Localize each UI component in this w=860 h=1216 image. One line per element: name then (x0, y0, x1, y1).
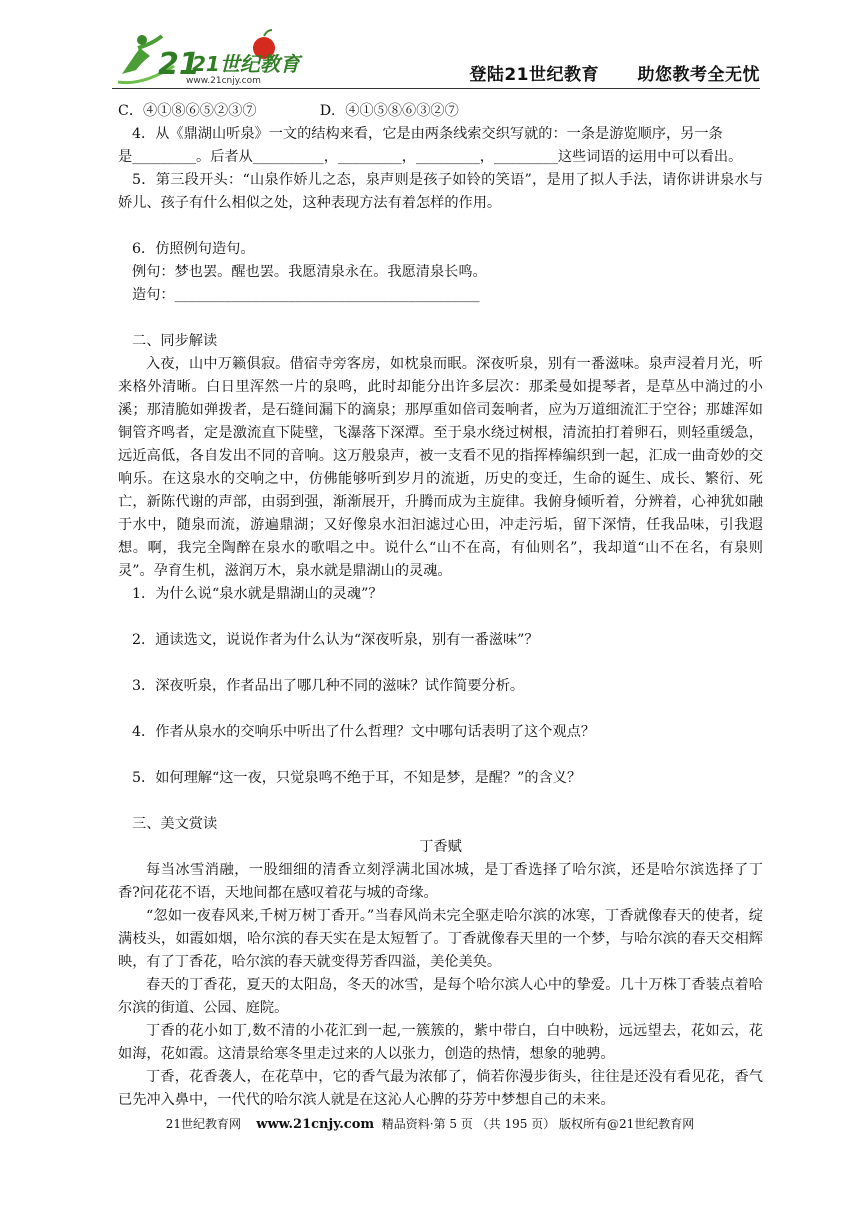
essay-paragraph-4: 丁香的花小如丁,数不清的小花汇到一起,一簇簇的，紫中带白，白中映粉，远远望去，花如云，花如海，花如霞。这清景给寒冬里走过来的人以张力，创造的热情，想象的驰骋。 (118, 1023, 763, 1062)
spacer (118, 307, 763, 330)
footer-page-info: 精品资料·第 5 页 （共 195 页） 版权所有@21世纪教育网 (381, 1117, 695, 1131)
section-2-question-2: 2．通读选文，说说作者为什么认为“深夜听泉，别有一番滋味”？ (132, 632, 539, 648)
option-d: D．④①⑤⑧⑥③②⑦ (319, 103, 459, 119)
section-2-question-1: 1．为什么说“泉水就是鼎湖山的灵魂”？ (132, 586, 383, 602)
section-2-question-5: 5．如何理解“这一夜，只觉泉鸣不绝于耳，不知是梦，是醒？”的含义？ (132, 770, 582, 786)
question-4-line2: 是_________。后者从__________，_________，_________，_________这些词语的运用中可以看出。 (118, 149, 743, 165)
logo-text: 21世纪教育 (192, 52, 300, 76)
question-6-answer-line: 造句：___________________________________________ (132, 287, 480, 303)
essay-paragraph-5: 丁香，花香袭人，在花草中，它的香气最为浓郁了，倘若你漫步街头，往往是还没有看见花，香气已先冲入鼻中，一代代的哈尔滨人就是在这沁人心脾的芬芳中梦想自己的未来。 (118, 1069, 763, 1108)
question-4-line1: 4．从《鼎湖山听泉》一文的结构来看，它是由两条线索交织写就的：一条是游览顺序，另一条 (132, 126, 723, 142)
essay-title: 丁香赋 (419, 839, 462, 855)
section-2-question-3: 3．深夜听泉，作者品出了哪几种不同的滋味？试作简要分析。 (132, 678, 525, 694)
essay-paragraph-2: “忽如一夜春风来,千树万树丁香开。”当春风尚未完全驱走哈尔滨的冰寒，丁香就像春天的使者，绽满枝头，如霞如烟，哈尔滨的春天实在是太短暂了。丁香就像春天里的一个梦，与哈尔滨的春天交相辉映，有了丁香花，哈尔滨的春天就变得芳香四溢，美伦美奂。 (118, 908, 763, 970)
option-c: C．④①⑧⑥⑤②③⑦ (118, 103, 257, 119)
section-2-question-4: 4．作者从泉水的交响乐中听出了什么哲理？文中哪句话表明了这个观点？ (132, 724, 596, 740)
header-slogan: 登陆21世纪教育 助您教考全无忧 (469, 65, 760, 85)
header-divider (112, 88, 760, 89)
section-2-heading: 二、同步解读 (132, 333, 218, 349)
section-2-passage: 入夜，山中万籁俱寂。借宿寺旁客房，如枕泉而眠。深夜听泉，别有一番滋味。泉声浸着月光，听来格外清晰。白日里浑然一片的泉鸣，此时却能分出许多层次：那柔曼如提琴者，是草丛中淌过的小溪；那清脆如弹拨者，是石缝间漏下的滴泉；那厚重如倍司轰响者，应为万道细流汇于空谷；那雄浑如铜管齐鸣者，定是激流直下陡壁，飞瀑落下深潭。至于泉水绕过树根，清流拍打着卵石，则轻重缓急，远近高低，各自发出不同的音响。这万般泉声，被一支看不见的指挥棒编织到一起，汇成一曲奇妙的交响乐。在这泉水的交响之中，仿佛能够听到岁月的流逝，历史的变迁，生命的诞生、成长、繁衍、死亡，新陈代谢的声部，由弱到强，渐渐展开，升腾而成为主旋律。我俯身倾听着，分辨着，心神犹如融于水中，随泉而流，游遍鼎湖；又好像泉水汩汩滤过心田，冲走污垢，留下深情，任我品味，引我遐想。啊，我完全陶醉在泉水的歌唱之中。说什么“山不在高，有仙则名”，我却道“山不在名，有泉则灵”。孕育生机，滋润万木，泉水就是鼎湖山的灵魂。 (118, 356, 763, 579)
footer-site-name: 21世纪教育网 (165, 1117, 241, 1131)
question-6-example: 例句：梦也罢。醒也罢。我愿清泉永在。我愿清泉长鸣。 (132, 264, 487, 280)
essay-paragraph-1: 每当冰雪消融，一股细细的清香立刻浮满北国冰城，是丁香选择了哈尔滨，还是哈尔滨选择了丁香?问花花不语，天地间都在感叹着花与城的奇缘。 (118, 862, 763, 901)
site-logo (112, 26, 300, 90)
footer-url[interactable]: www.21cnjy.com (256, 1117, 375, 1132)
logo-url: www.21cnjy.com (186, 76, 261, 86)
page-footer (0, 1115, 860, 1132)
svg-text:21: 21 (158, 47, 200, 82)
question-6: 6．仿照例句造句。 (132, 241, 255, 257)
document-body (118, 100, 763, 1112)
spacer (118, 215, 763, 238)
answer-options (118, 100, 763, 123)
page-header (0, 0, 860, 96)
essay-paragraph-3: 春天的丁香花，夏天的太阳岛，冬天的冰雪，是每个哈尔滨人心中的挚爱。几十万株丁香装点着哈尔滨的街道、公园、庭院。 (118, 977, 763, 1016)
section-3-heading: 三、美文赏读 (132, 816, 218, 832)
question-5: 5．第三段开头：“山泉作娇儿之态，泉声则是孩子如铃的笑语”，是用了拟人手法，请你讲讲泉水与娇儿、孩子有什么相似之处，这种表现方法有着怎样的作用。 (118, 172, 763, 211)
